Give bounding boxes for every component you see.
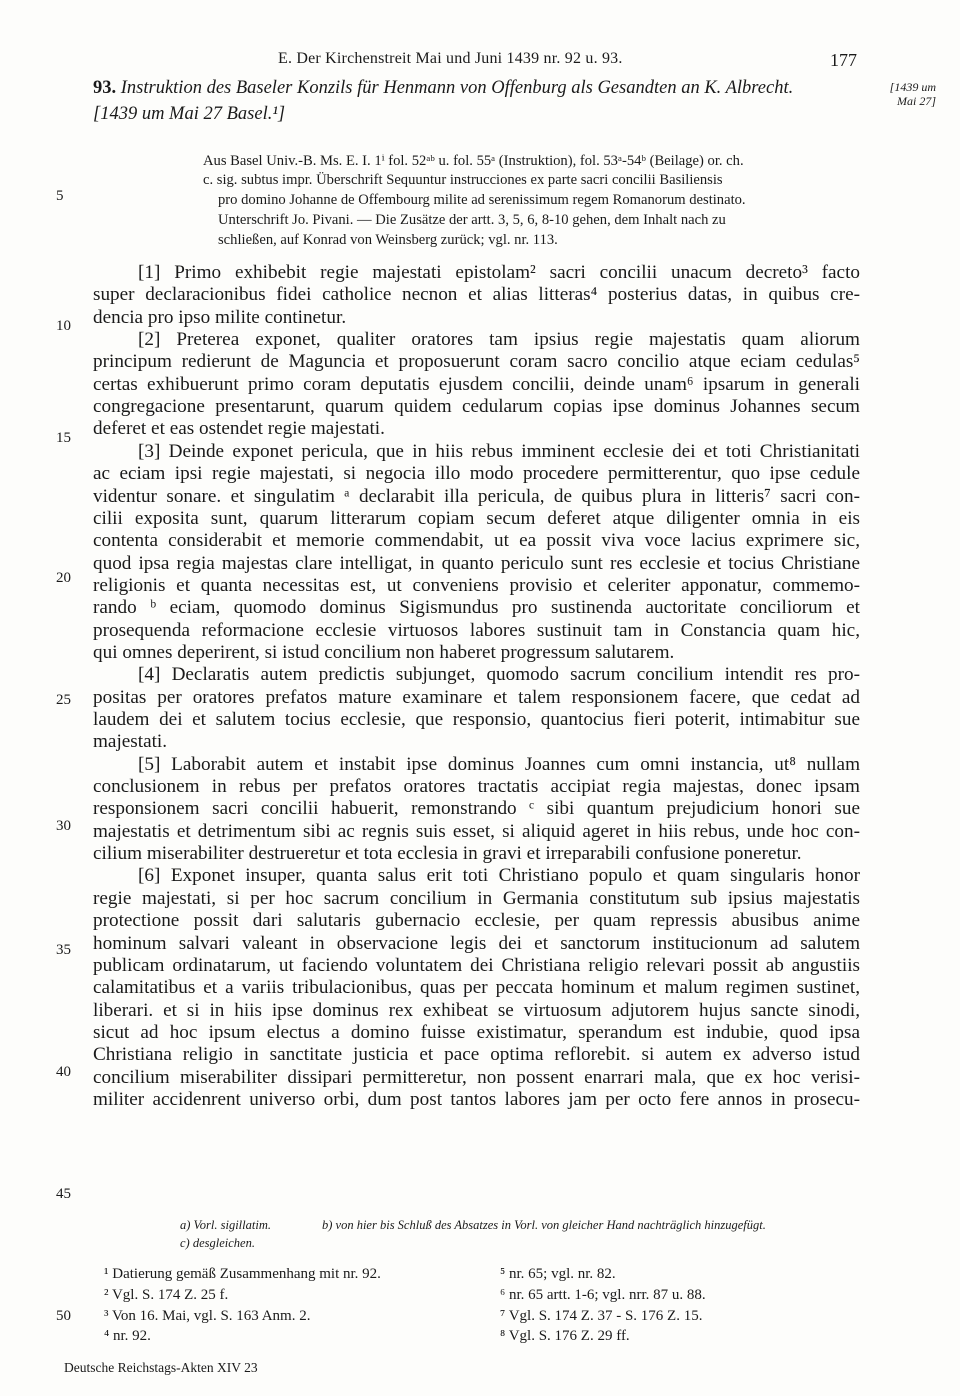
- body-line: calamitatibus et a variis tribulacionibus, quas per peccata hominum et malum regimen sustinet,: [93, 977, 860, 999]
- document-number: 93.: [93, 78, 117, 98]
- line-number: 45: [56, 1186, 71, 1202]
- body-line: quod ipsa regia majestas clare intelligat, in quanto periculo sunt res ecclesie et tocius Christiane: [93, 552, 860, 574]
- body-line: principum redierunt de Maguncia et proposuerunt coram sacro concilio atque eciam cedulas⁵: [93, 351, 860, 373]
- body-line: [3] Deinde exponet pericula, que in hiis rebus imminent ecclesie dei et toti Christianitati: [138, 440, 860, 462]
- footnote: ¹ Datierung gemäß Zusammenhang mit nr. 92.: [104, 1266, 381, 1282]
- margin-date: [1439 um Mai 27]: [889, 80, 936, 108]
- body-line: qui omnes deperirent, si istud concilium non haberet progressum salutarem.: [93, 641, 675, 663]
- footnote: ⁵ nr. 65; vgl. nr. 82.: [500, 1266, 616, 1282]
- line-number: 50: [56, 1308, 71, 1324]
- body-line: deferet et eas ostendet regie majestati.: [93, 418, 385, 440]
- footnote: ⁴ nr. 92.: [104, 1328, 151, 1344]
- body-line: ac eciam ipsi regie majestati, si negocia illo modo procedere permitterentur, quo ipse cedule: [93, 463, 860, 485]
- body-line: hominum salvari valeant in observacione legis dei et sanctorum institucionum ad salutem: [93, 932, 860, 954]
- body-line: cilium miserabiliter destrueretur et tota ecclesia in gravi et irreparabili confusione poneretur.: [93, 843, 802, 865]
- body-line: contenta considerabit et memorie commendabit, ut ea possit viva voce lacius exprimere sic,: [93, 530, 860, 552]
- line-number: 20: [56, 570, 71, 586]
- footnote: ⁸ Vgl. S. 176 Z. 29 ff.: [500, 1328, 630, 1344]
- body-line: laudem dei et salutem tocius ecclesie, que responsio, quantocius fieri poterit, intimabitur sue: [93, 709, 860, 730]
- line-number: 10: [56, 318, 71, 334]
- body-line: positas per oratores prefatos mature examinare et talem responsionem facere, que cedat ad: [93, 686, 860, 708]
- page-footer: Deutsche Reichstags-Akten XIV 23: [64, 1360, 258, 1375]
- body-line: [6] Exponet insuper, quanta salus erit toti Christiano populo et quam singularis honor: [138, 865, 860, 887]
- body-line: certas exhibuerunt primo coram deputatis ejusdem concilii, deinde unam⁶ ipsarum in generali: [93, 373, 860, 395]
- body-line: majestatis et detrimentum sibi ac regnis suis esset, si aliquid ageret in hiis rebus, unde hoc con-: [93, 820, 860, 842]
- variant-note-a: a) Vorl. sigillatim.: [180, 1218, 271, 1232]
- body-line: concilium miserabiliter dissipari permitteretur, non possent enarrari mala, que ex hoc verisi-: [93, 1066, 860, 1088]
- body-line: super declaracionibus fidei catholice necnon et alias litteras⁴ posterius datas, in quibus cre-: [93, 284, 860, 306]
- line-number: 25: [56, 692, 71, 708]
- variant-note-c: c) desgleichen.: [180, 1236, 255, 1250]
- variant-note-b: b) von hier bis Schluß des Absatzes in Vorl. von gleicher Hand nachträglich hinzugefügt.: [322, 1218, 766, 1232]
- body-line: congregacione presentarunt, quarum quidem cedularum copias ipse dominus Johannes secum: [93, 396, 860, 418]
- source-note-line: c. sig. subtus impr. Überschrift Sequuntur instrucciones ex parte sacri concilii Basiliensis: [203, 172, 723, 188]
- footnote: ⁷ Vgl. S. 174 Z. 37 - S. 176 Z. 15.: [500, 1308, 703, 1324]
- body-line: [4] Declaratis autem predictis subjunget, quomodo sacrum concilium intendit res pro-: [138, 664, 860, 686]
- body-line: conclusionem in rebus per prefatos oratores tractatis accipiat regia majestas, donec ipsam: [93, 776, 860, 798]
- body-line: liberari. et si in hiis ipse dominus rex exhibeat se virtuosum adjutorem hujus sancte sinodi,: [93, 999, 860, 1021]
- body-line: militer accidenrent universo orbi, dum post tantos labores jam per octo fere annos in prosecu-: [93, 1088, 860, 1110]
- body-line: prosequenda reformacione ecclesie virtuosos labores sustinuit tam in Constancia quam hic,: [93, 619, 860, 641]
- line-number: 30: [56, 818, 71, 834]
- source-note-line: Aus Basel Univ.-B. Ms. E. I. 1ⁱ fol. 52ᵃᵇ u. fol. 55ᵃ (Instruktion), fol. 53ᵃ-54ᵇ (Beilage) or. ch.: [203, 153, 744, 169]
- running-header: E. Der Kirchenstreit Mai und Juni 1439 nr. 92 u. 93.: [278, 50, 623, 67]
- source-note-line: pro domino Johanne de Offembourg milite ad serenissimum regem Romanorum destinato.: [218, 192, 746, 208]
- body-line: [2] Preterea exponet, qualiter oratores tam ipsius regie majestatis quam aliorum: [138, 329, 860, 351]
- body-line: dencia pro ipso milite continetur.: [93, 306, 347, 328]
- line-number: 40: [56, 1064, 71, 1080]
- source-note-line: schließen, auf Konrad von Weinsberg zurück; vgl. nr. 113.: [218, 232, 558, 248]
- document-title-text: Instruktion des Baseler Konzils für Henmann von Offenburg als Gesandten an K. Albrecht.: [120, 78, 794, 98]
- line-number: 15: [56, 430, 71, 446]
- body-line: [1] Primo exhibebit regie majestati epistolam² sacri concilii unacum decreto³ facto: [138, 262, 860, 283]
- body-line: majestati.: [93, 731, 168, 753]
- body-line: [5] Laborabit autem et instabit ipse dominus Joannes cum omni instancia, ut⁸ nullam: [138, 753, 860, 775]
- body-line: videntur sonare. et singulatim ᵃ declarabit illa pericula, de quibus plura in litteris⁷ sacri con-: [93, 485, 860, 507]
- body-line: rando ᵇ eciam, quomodo dominus Sigismundus pro sustinenda auctoritate conciliorum et: [93, 597, 860, 619]
- footnote: ⁶ nr. 65 artt. 1-6; vgl. nrr. 87 u. 88.: [500, 1287, 706, 1303]
- body-line: responsionem sacri concilii habuerit, remonstrando ᶜ sibi quantum prejudicium honori sue: [93, 798, 860, 820]
- document-title: [93, 78, 793, 99]
- document-date: [1439 um Mai 27 Basel.¹]: [93, 104, 286, 124]
- body-line: publicam ordinatarum, ut faciendo voluntatem dei Christiana religio relevari possit ab angustiis: [93, 954, 860, 976]
- body-line: sicut ad hoc ipsum electus a domino fuisse existimatur, sperandum est indubie, quod ipsa: [93, 1021, 860, 1043]
- line-number: 35: [56, 942, 71, 958]
- body-line: cilii exposita sunt, quarum litterarum copiam secum deferet atque diligenter omnia in eis: [93, 507, 860, 529]
- body-line: regie majestati, si per hoc sacrum concilium in Germania constitutum sub ipsius majestatis: [93, 887, 860, 909]
- source-note-line: Unterschrift Jo. Pivani. — Die Zusätze der artt. 3, 5, 6, 8-10 gehen, dem Inhalt nach zu: [218, 212, 726, 228]
- page-number: 177: [830, 50, 857, 70]
- body-line: religionis et quanta necessitas est, ut conveniens provisio et celeriter apponatur, commemo-: [93, 574, 860, 596]
- footnote: ² Vgl. S. 174 Z. 25 f.: [104, 1287, 229, 1303]
- footnote: ³ Von 16. Mai, vgl. S. 163 Anm. 2.: [104, 1308, 311, 1324]
- body-line: Christiana religio in sanctitate justicia et pace optima reflorebit. si autem ex adverso istud: [93, 1044, 860, 1066]
- body-line: protectione possit dari salutaris gubernacio ecclesie, per quam repressis abusibus anime: [93, 910, 860, 932]
- line-number: 5: [56, 188, 64, 204]
